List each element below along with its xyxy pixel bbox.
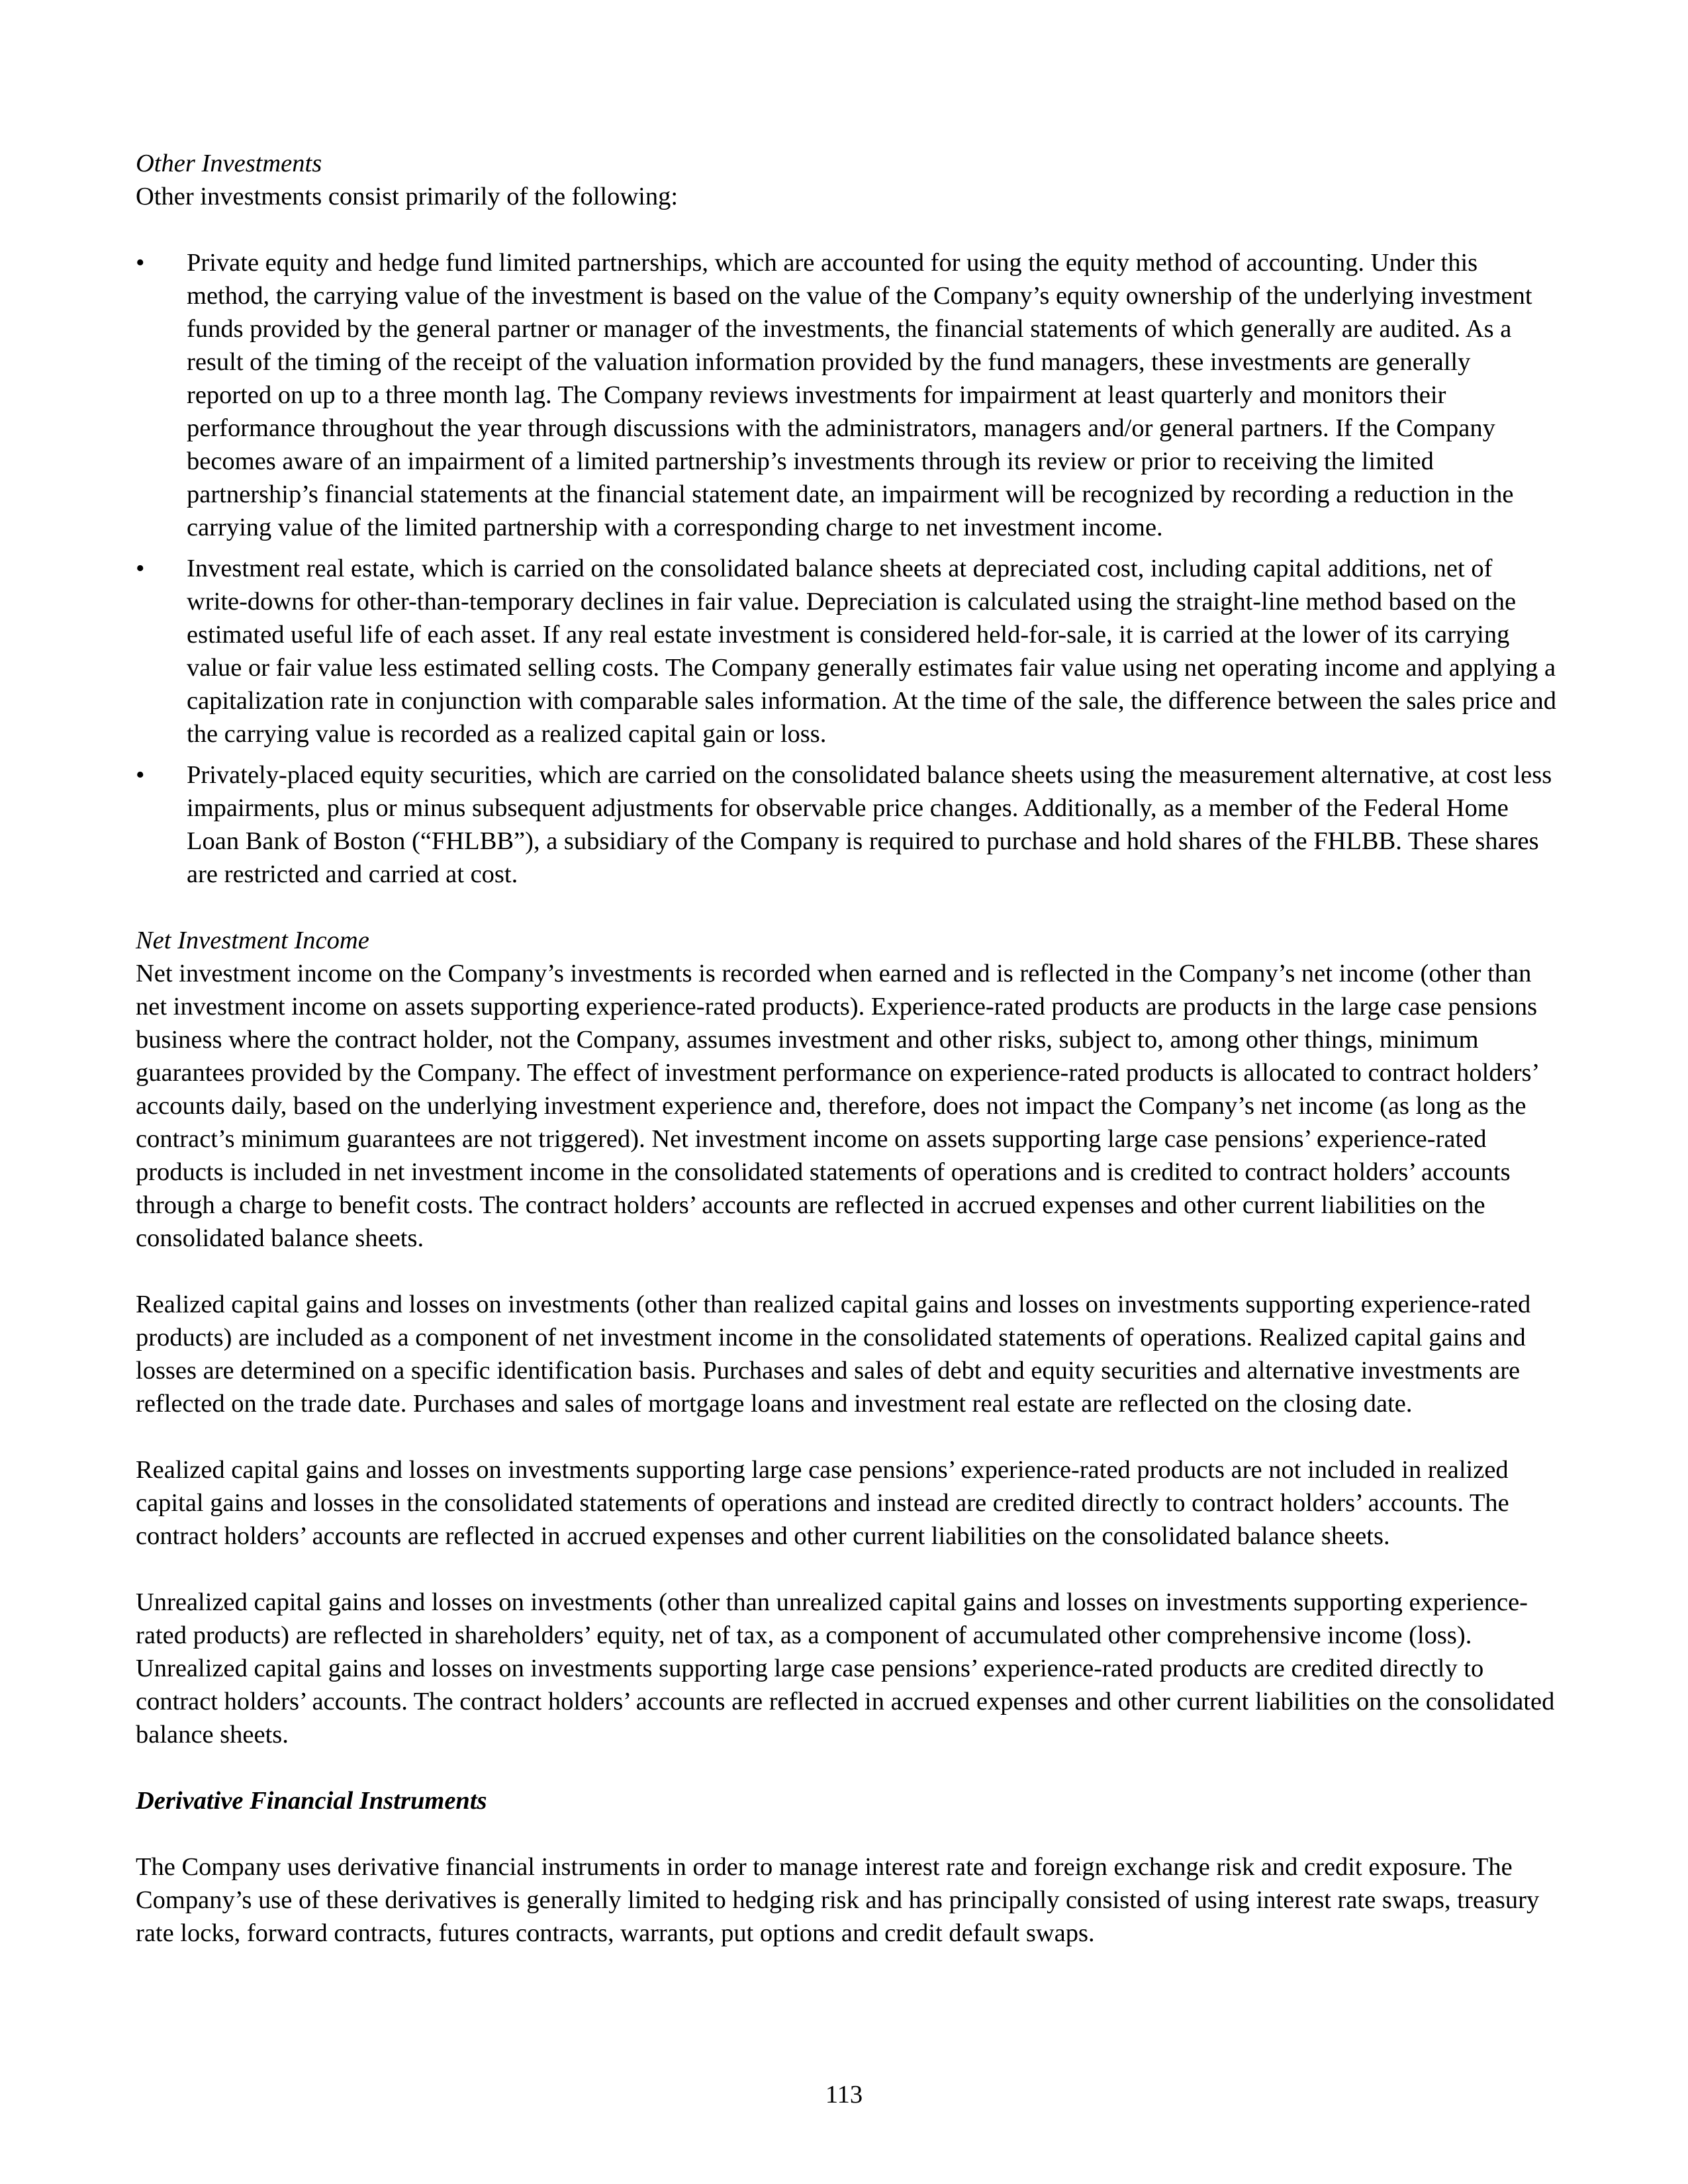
list-item — [136, 246, 1559, 544]
paragraph: Realized capital gains and losses on investments (other than realized capital gains and losses on investments supporting experience-rated products) are included as a component of net investment income in the consolidated statements of operations. Realized capital gains and losses are determined on a specific identification basis. Purchases and sales of debt and equity securities and alternative investments are reflected on the trade date. Purchases and sales of mortgage loans and investment real estate are reflected on the closing date. — [136, 1291, 1531, 1418]
other-investments-list — [136, 246, 1559, 891]
list-item — [136, 758, 1559, 891]
list-item-text: Investment real estate, which is carried on the consolidated balance sheets at depreciated cost, including capital additions, net of write-downs for other-than-temporary declines in fair value. Depreciation is calculated using the straight-line method based on the estimated useful life of each asset. If any real estate investment is considered held-for-sale, it is carried at the lower of its carrying value or fair value less estimated selling costs. The Company generally estimates fair value using net operating income and applying a capitalization rate in conjunction with comparable sales information. At the time of the sale, the difference between the sales price and the carrying value is recorded as a realized capital gain or loss. — [187, 555, 1556, 748]
section-derivatives — [136, 1784, 1559, 1950]
section-net-investment-income — [136, 924, 1559, 1751]
document-page — [136, 147, 1559, 1950]
paragraph: Unrealized capital gains and losses on investments (other than unrealized capital gains and losses on investments supporting experience-rated products) are reflected in shareholders’ equity, net of tax, as a component of accumulated other comprehensive income (loss). Unrealized capital gains and losses on investments supporting large case pensions’ experience-rated products are credited directly to contract holders’ accounts. The contract holders’ accounts are reflected in accrued expenses and other current liabilities on the consolidated balance sheets. — [136, 1588, 1555, 1749]
spacer — [136, 1420, 1559, 1453]
list-item-text: Privately-placed equity securities, which are carried on the consolidated balance sheets using the measurement alternative, at cost less impairments, plus or minus subsequent adjustments for observable price changes. Additionally, as a member of the Federal Home Loan Bank of Boston (“FHLBB”), a subsidiary of the Company is required to purchase and hold shares of the FHLBB. These shares are restricted and carried at cost. — [187, 761, 1552, 888]
spacer — [136, 1817, 1559, 1850]
spacer — [136, 1553, 1559, 1586]
paragraph: The Company uses derivative financial instruments in order to manage interest rate and foreign exchange risk and credit exposure. The Company’s use of these derivatives is generally limited to hedging risk and has principally consisted of using interest rate swaps, treasury rate locks, forward contracts, futures contracts, warrants, put options and credit default swaps. — [136, 1853, 1540, 1947]
spacer — [136, 213, 1559, 246]
section-heading-derivatives: Derivative Financial Instruments — [136, 1787, 487, 1815]
paragraph: Net investment income on the Company’s investments is recorded when earned and is reflected in the Company’s net income (other than net investment income on assets supporting experience-rated products). Experience-rated products are products in the large case pensions business where the contract holder, not the Company, assumes investment and other risks, subject to, among other things, minimum guarantees provided by the Company. The effect of investment performance on experience-rated products is allocated to contract holders’ accounts daily, based on the underlying investment experience and, therefore, does not impact the Company’s net income (as long as the contract’s minimum guarantees are not triggered). Net investment income on assets supporting large case pensions’ experience-rated products is included in net investment income in the consolidated statements of operations and is credited to contract holders’ accounts through a charge to benefit costs. The contract holders’ accounts are reflected in accrued expenses and other current liabilities on the consolidated balance sheets. — [136, 960, 1538, 1252]
spacer — [136, 899, 1559, 924]
spacer — [136, 1751, 1559, 1784]
other-investments-intro: Other investments consist primarily of the following: — [136, 183, 679, 210]
bullet-icon: • — [136, 555, 145, 582]
section-heading-other-investments: Other Investments — [136, 150, 322, 177]
section-other-investments — [136, 147, 1559, 891]
spacer — [136, 1255, 1559, 1288]
page-number: 113 — [825, 2081, 863, 2109]
section-heading-net-investment-income: Net Investment Income — [136, 927, 369, 954]
bullet-icon: • — [136, 761, 145, 789]
list-item — [136, 552, 1559, 751]
list-item-text: Private equity and hedge fund limited partnerships, which are accounted for using the equity method of accounting. Under this method, the carrying value of the investment is based on the value of the Company’s equity ownership of the underlying investment funds provided by the general partner or manager of the investments, the financial statements of which generally are audited. As a result of the timing of the receipt of the valuation information provided by the fund managers, these investments are generally reported on up to a three month lag. The Company reviews investments for impairment at least quarterly and monitors their performance throughout the year through discussions with the administrators, managers and/or general partners. If the Company becomes aware of an impairment of a limited partnership’s investments through its review or prior to receiving the limited partnership’s financial statements at the financial statement date, an impairment will be recognized by recording a reduction in the carrying value of the limited partnership with a corresponding charge to net investment income. — [187, 249, 1532, 541]
bullet-icon: • — [136, 249, 145, 277]
paragraph: Realized capital gains and losses on investments supporting large case pensions’ experience-rated products are not included in realized capital gains and losses in the consolidated statements of operations and instead are credited directly to contract holders’ accounts. The contract holders’ accounts are reflected in accrued expenses and other current liabilities on the consolidated balance sheets. — [136, 1456, 1509, 1550]
